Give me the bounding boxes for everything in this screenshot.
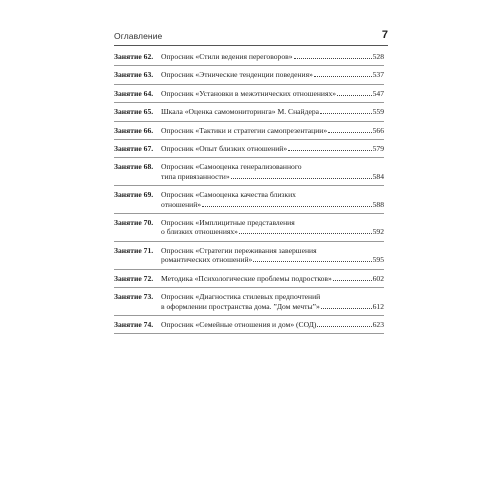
toc-entry [114,107,384,116]
entry-page-number: 579 [372,144,384,154]
entry-title-block [161,218,384,237]
entry-separator [114,185,384,186]
entry-separator [114,121,384,122]
entry-separator [114,102,384,103]
dot-leader [328,132,371,133]
entry-title-text: романтических отношений» [161,255,253,265]
toc-entry [114,144,384,153]
lesson-number: Занятие 69. [114,190,154,200]
entry-title-block [161,70,384,79]
entry-page-number: 537 [372,70,384,80]
entry-title-last-line [161,274,384,283]
lesson-number: Занятие 68. [114,162,154,172]
dot-leader [231,178,372,179]
toc-entry [114,274,384,283]
dot-leader [317,326,371,327]
entry-page-number: 566 [372,125,384,135]
entry-title-last-line [161,227,384,236]
lesson-number: Занятие 72. [114,273,154,283]
entry-page-number: 588 [372,199,384,209]
entry-title-text: в оформлении пространства дома. ”Дом мечты”» [161,301,320,311]
toc-entry [114,246,384,265]
page-number: 7 [381,29,388,41]
entry-title-text: отношений» [161,199,202,209]
entry-page-number: 612 [372,301,384,311]
dot-leader [321,308,372,309]
dot-leader [239,233,372,234]
toc-entry [114,89,384,98]
lesson-number: Занятие 63. [114,70,154,80]
toc-entry [114,162,384,181]
entry-title-last-line [161,302,384,311]
entry-separator [114,333,384,334]
entry-title-line: Опросник «Диагностика стилевых предпочтений [161,292,321,302]
entry-title-last-line [161,126,384,135]
header-rule [114,45,388,46]
lesson-number: Занятие 65. [114,107,154,117]
entry-title-block [161,292,384,311]
entry-page-number: 528 [372,52,384,61]
entry-title-text: о близких отношениях» [161,227,238,237]
dot-leader [337,95,372,96]
entry-title-text: Опросник «Стили ведения переговоров» [161,52,293,61]
entry-page-number: 584 [372,171,384,181]
entry-separator [114,65,384,66]
lesson-number: Занятие 71. [114,245,154,255]
entry-title-last-line [161,70,384,79]
entry-title-text: Методика «Психологические проблемы подростков» [161,273,332,283]
dot-leader [202,206,372,207]
lesson-number: Занятие 66. [114,125,154,135]
toc-entry [114,320,384,329]
table-of-contents [114,52,384,338]
entry-page-number: 623 [372,319,384,329]
entry-title-block [161,52,384,61]
entry-title-last-line [161,172,384,181]
entry-separator [114,241,384,242]
entry-title-block [161,274,384,283]
entry-title-last-line [161,320,384,329]
entry-title-text: Опросник «Тактики и стратегии самопрезентации» [161,125,328,135]
lesson-number: Занятие 64. [114,88,154,98]
entry-separator [114,287,384,288]
entry-separator [114,84,384,85]
dot-leader [288,150,371,151]
entry-page-number: 592 [372,227,384,237]
entry-page-number: 595 [372,255,384,265]
entry-separator [114,315,384,316]
entry-title-block [161,89,384,98]
entry-title-line: Опросник «Стратегии переживания завершения [161,245,317,255]
entry-title-line: Опросник «Самооценка качества близких [161,190,296,200]
entry-title-line: Опросник «Самооценка генерализованного [161,162,302,172]
toc-entry [114,52,384,61]
toc-entry [114,292,384,311]
lesson-number: Занятие 70. [114,218,154,228]
lesson-number: Занятие 67. [114,144,154,154]
entry-page-number: 559 [372,107,384,117]
entry-title-text: Шкала «Оценка самомониторинга» М. Снайдера [161,107,320,117]
entry-separator [114,139,384,140]
dot-leader [320,113,372,114]
entry-title-text: Опросник «Установки в межэтнических отношениях» [161,88,337,98]
entry-title-last-line [161,89,384,98]
entry-title-block [161,190,384,209]
entry-title-text: типа привязанности» [161,171,230,181]
entry-title-last-line [161,200,384,209]
entry-page-number: 602 [372,273,384,283]
entry-title-last-line [161,52,384,61]
entry-separator [114,213,384,214]
entry-title-block [161,320,384,329]
entry-title-line: Опросник «Имплицитные представления [161,218,295,228]
lesson-number: Занятие 73. [114,292,154,302]
entry-title-text: Опросник «Этнические тенденции поведения» [161,70,313,80]
entry-title-block [161,162,384,181]
entry-title-text: Опросник «Опыт близких отношений» [161,144,288,154]
lesson-number: Занятие 74. [114,319,154,329]
entry-title-last-line [161,255,384,264]
entry-title-block [161,144,384,153]
dot-leader [314,76,372,77]
dot-leader [253,261,371,262]
toc-entry [114,70,384,79]
toc-entry [114,218,384,237]
entry-title-text: Опросник «Семейные отношения и дом» (СОД) [161,319,317,329]
lesson-number: Занятие 62. [114,52,154,61]
entry-page-number: 547 [372,88,384,98]
dot-leader [333,280,372,281]
entry-title-last-line [161,144,384,153]
toc-entry [114,126,384,135]
entry-title-block [161,107,384,116]
header-title: Оглавление [114,31,163,41]
running-header [114,30,388,44]
entry-separator [114,269,384,270]
entry-title-block [161,246,384,265]
entry-separator [114,157,384,158]
entry-title-last-line [161,107,384,116]
entry-title-block [161,126,384,135]
toc-entry [114,190,384,209]
dot-leader [294,58,372,59]
